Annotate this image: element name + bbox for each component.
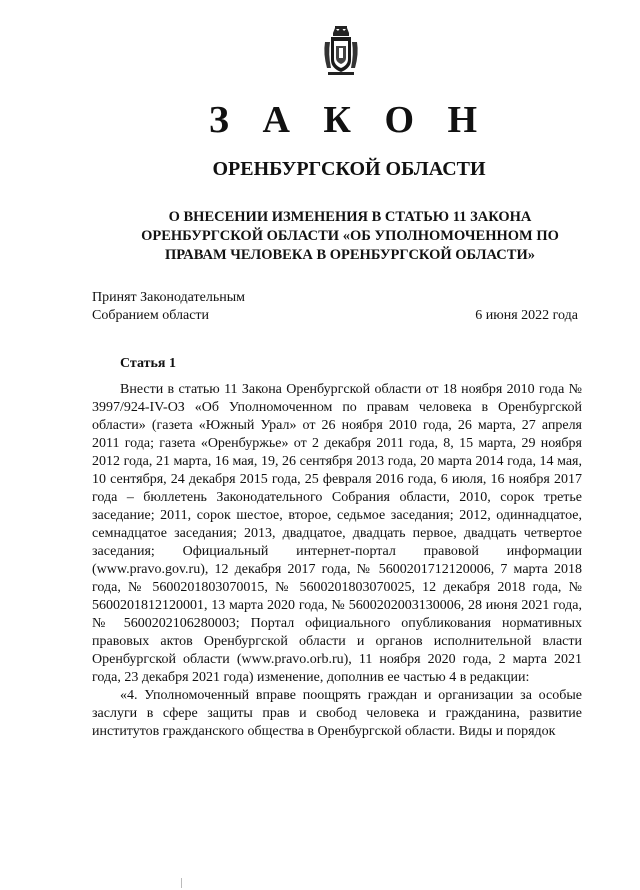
adopted-by xyxy=(92,289,245,325)
law-heading: О ВНЕСЕНИИ ИЗМЕНЕНИЯ В СТАТЬЮ 11 ЗАКОНА ОРЕНБУРГСКОЙ ОБЛАСТИ «ОБ УПОЛНОМОЧЕННОМ ПО ПРАВАМ ЧЕЛОВЕКА В ОРЕНБУРГСКОЙ ОБЛАСТИ» xyxy=(141,209,559,263)
scan-mark xyxy=(181,878,182,888)
adopted-line-2: Собранием области xyxy=(92,308,210,323)
article-body xyxy=(92,381,582,741)
adoption-date: 6 июня 2022 года xyxy=(475,308,578,323)
law-region: ОРЕНБУРГСКОЙ ОБЛАСТИ xyxy=(212,158,486,180)
coat-of-arms-icon xyxy=(322,24,360,76)
article-paragraph: «4. Уполномоченный вправе поощрять граждан и организации за особые заслуги в сфере защиты прав и свобод человека и гражданина, развитие институтов гражданского общества в Оренбургской области. Виды и порядок xyxy=(92,688,582,739)
article-title: Статья 1 xyxy=(120,356,176,371)
law-title: З А К О Н xyxy=(208,99,490,141)
article-paragraph: Внести в статью 11 Закона Оренбургской области от 18 ноября 2010 года № 3997/924-IV-ОЗ «Об Уполномоченном по правам человека в Оренбургской области» (газета «Южный Урал» от 26 ноября 2010 года, 26 марта, 27 апреля 2011 года; газета «Оренбуржье» от 2 декабря 2011 года, 8, 15 марта, 29 ноября 2012 года, 21 марта, 16 мая, 19, 26 сентября 2013 года, 20 марта 2014 года, 14 мая, 10 сентября, 24 декабря 2015 года, 25 февраля 2016 года, 6 июля, 16 ноября 2017 года – бюллетень Законодательного Собрания области, 2010, сорок третье заседание; 2011, сорок шестое, второе, седьмое заседания; 2012, одиннадцатое, семнадцатое заседания; 2013, двадцатое, двадцать первое, двадцать четвертое заседания; Официальный интернет-портал правовой информации (www.pravo.gov.ru), 12 декабря 2017 года, № 5600201712120006, 7 марта 2018 года, № 5600201803070015, № 5600201803070025, 12 декабря 2018 года, № 5600201812120001, 13 марта 2020 года, № 5600202003130006, 28 июня 2021 года, № 5600202106280003; Портал официального опубликования нормативных правовых актов Оренбургской области и органов исполнительной власти Оренбургской области (www.pravo.orb.ru), 11 ноября 2020 года, 2 марта 2021 года, 23 декабря 2021 года) изменение, дополнив ее частью 4 в редакции: xyxy=(92,382,582,685)
adopted-line-1: Принят Законодательным xyxy=(92,290,245,305)
